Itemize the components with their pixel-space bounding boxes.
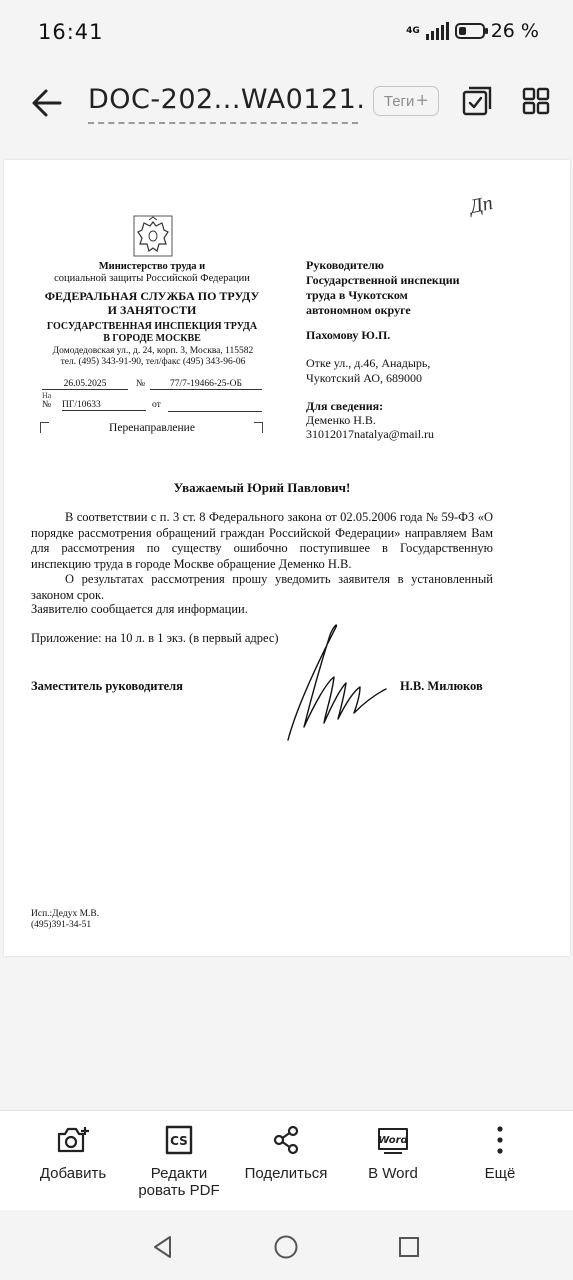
recipient-address: Отке ул., д.46, Анадырь, Чукотский АО, 689000 <box>306 356 431 385</box>
inspection-name: ГОСУДАРСТВЕННАЯ ИНСПЕКЦИЯ ТРУДА В ГОРОДЕ МОСКВЕ <box>46 321 258 344</box>
share-icon <box>271 1125 301 1155</box>
reference-line <box>42 391 264 413</box>
word-icon <box>376 1125 410 1155</box>
word-badge-text: Word <box>378 1135 408 1146</box>
nav-back-icon[interactable] <box>150 1234 176 1260</box>
na-label: На <box>42 391 52 400</box>
edit-pdf-label-2: ровать PDF <box>138 1182 220 1199</box>
info-email: 31012017natalya@mail.ru <box>306 427 435 441</box>
document-page[interactable] <box>4 160 570 956</box>
signal-icon <box>426 22 449 40</box>
status-time: 16:41 <box>38 20 104 44</box>
signature-icon <box>274 615 394 745</box>
battery-icon <box>455 23 485 39</box>
to-word-button[interactable]: Word В Word <box>348 1125 438 1182</box>
camera-add-icon <box>56 1125 90 1155</box>
document-title[interactable]: DOC-202...WA0121. <box>88 84 366 115</box>
cs-badge-text: CS <box>170 1134 188 1148</box>
registration-number: 77/7-19466-25-ОБ <box>150 379 262 390</box>
info-label: Для сведения: <box>306 399 384 413</box>
ot-label: от <box>152 400 161 410</box>
more-vertical-icon <box>495 1125 505 1155</box>
coat-of-arms-icon <box>132 214 174 258</box>
more-button[interactable]: Ещё <box>455 1125 545 1182</box>
signer-name: Н.В. Милюков <box>400 679 483 693</box>
share-button[interactable]: Поделиться <box>240 1125 332 1182</box>
nav-home-icon[interactable] <box>273 1234 299 1260</box>
reference-date-blank <box>168 400 262 412</box>
bottom-action-bar <box>0 1110 573 1211</box>
greeting: Уважаемый Юрий Павлович! <box>173 480 351 495</box>
app-bar <box>0 64 573 144</box>
system-nav-bar <box>0 1210 573 1280</box>
body-paragraph-1: В соответствии с п. 3 ст. 8 Федерального закона от 02.05.2006 года № 59-ФЗ «О порядке рассмотрения обращений граждан Российской Федерации» направляем Вам для рассмотрения по существу ошибочно поступившее в Государственную инспекцию труда в городе Москве обращение Деменко Н.В. <box>31 510 493 571</box>
registration-line <box>42 379 264 391</box>
add-button[interactable]: Добавить <box>28 1125 118 1182</box>
select-checkbox-icon[interactable] <box>462 86 492 116</box>
network-type: 4G <box>406 25 420 36</box>
nav-recents-icon[interactable] <box>396 1234 422 1260</box>
back-arrow-icon[interactable] <box>30 86 64 120</box>
ministry-name: Министерство труда и социальной защиты Российской Федерации <box>54 261 250 284</box>
number-sign: № <box>136 379 146 389</box>
status-bar <box>0 0 573 64</box>
body-paragraph-2: О результатах рассмотрения прошу уведомить заявителя в установленный законом срок. <box>31 572 493 602</box>
tags-label: Теги <box>383 92 415 110</box>
plus-icon: + <box>416 90 429 112</box>
service-name: ФЕДЕРАЛЬНАЯ СЛУЖБА ПО ТРУДУ И ЗАНЯТОСТИ <box>44 289 260 317</box>
corner-mark-right <box>254 422 263 433</box>
body-paragraph-3: Заявителю сообщается для информации. <box>31 602 248 616</box>
executor-block: Исп.:Дедух М.В. (495)391-34-51 <box>31 909 100 930</box>
inspection-address: Домодедовская ул., д. 24, корп. 3, Москва, 115582 тел. (495) 343-91-90, тел/факс (495) 343-96-06 <box>52 346 254 367</box>
registration-date: 26.05.2025 <box>42 379 128 390</box>
handwritten-mark: Дп <box>467 191 495 219</box>
info-name: Деменко Н.В. <box>306 413 376 427</box>
signer-title: Заместитель руководителя <box>31 679 183 693</box>
edit-pdf-button[interactable] <box>134 1125 224 1199</box>
recipient-block: Руководителю Государственной инспекции труда в Чукотском автономном округе <box>306 258 460 317</box>
recipient-name: Пахомову Ю.П. <box>306 328 391 342</box>
battery-level: 26 % <box>490 20 539 42</box>
na-number-sign: № <box>42 400 52 410</box>
grid-view-icon[interactable] <box>521 86 551 116</box>
edit-pdf-label-1: Редакти <box>150 1165 208 1182</box>
status-right <box>406 20 539 42</box>
cs-edit-icon <box>163 1125 195 1155</box>
attachment-line: Приложение: на 10 л. в 1 экз. (в первый адрес) <box>31 631 279 645</box>
corner-mark-left <box>40 422 49 433</box>
title-underline <box>88 122 358 124</box>
tags-button[interactable] <box>373 86 439 116</box>
reference-number: ПГ/10633 <box>62 400 146 411</box>
redirect-label: Перенаправление <box>109 422 195 434</box>
